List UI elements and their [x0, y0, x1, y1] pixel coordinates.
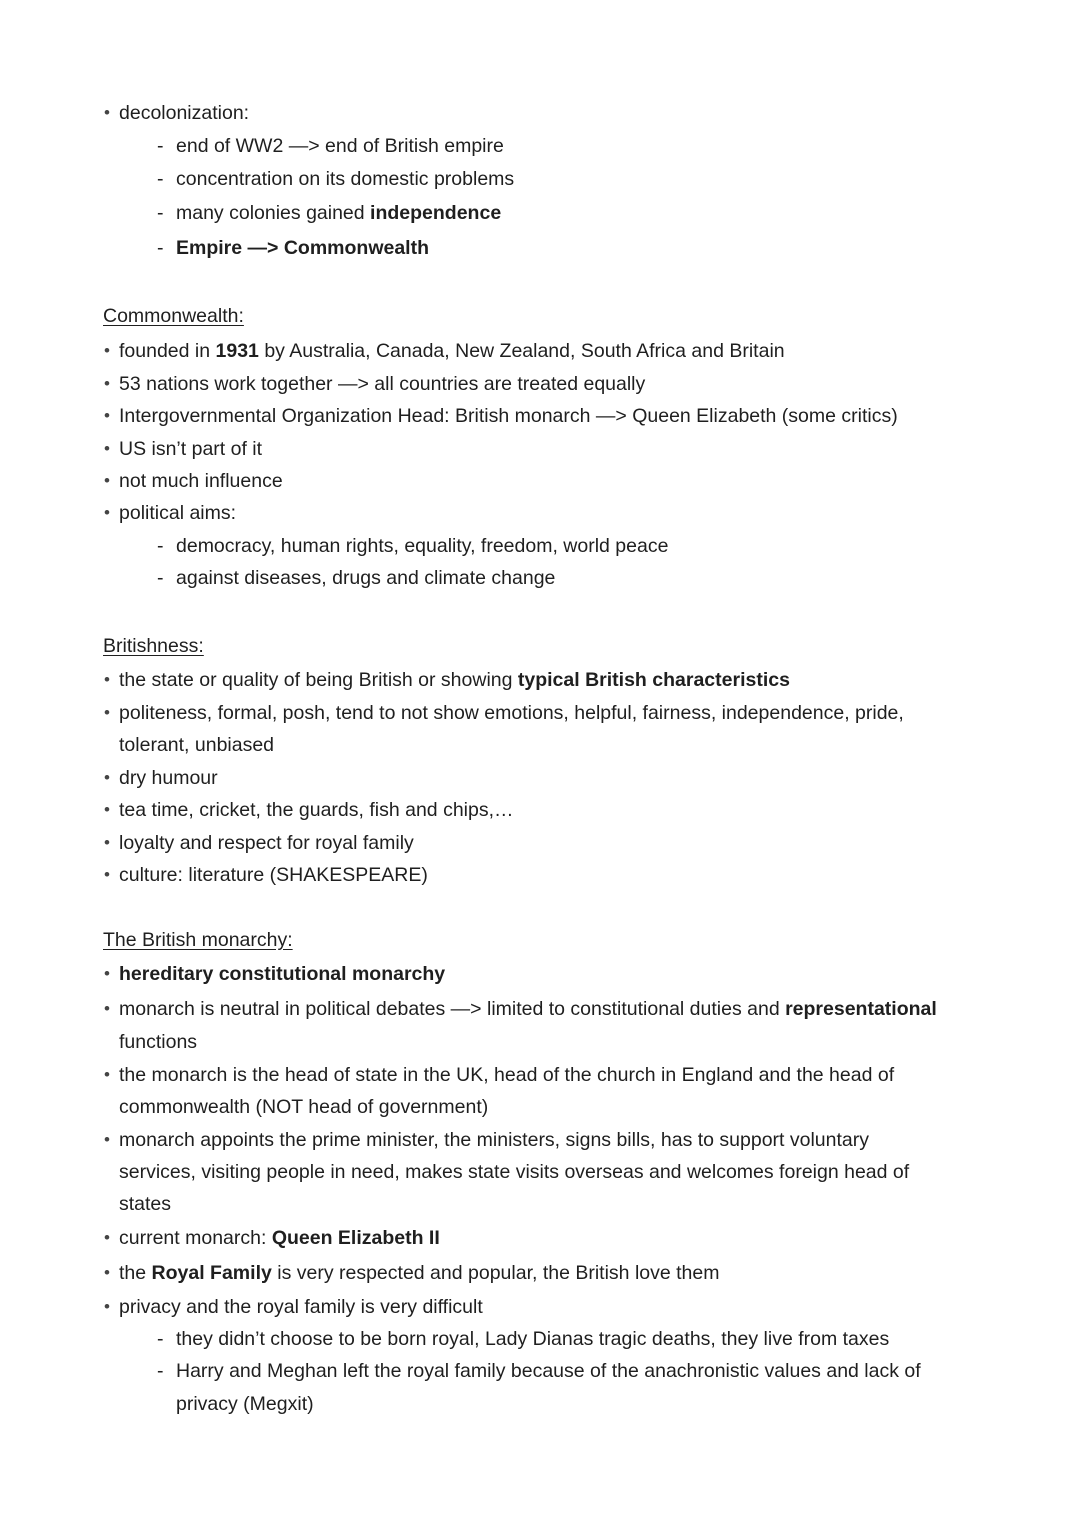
text-segment: the state or quality of being British or showing [119, 669, 518, 691]
commonwealth-bullet-3: • Intergovernmental Organization Head: British monarch —> Queen Elizabeth (some critics) [119, 404, 898, 428]
monarchy-bullet-2 [119, 997, 937, 1021]
britishness-bullet-1 [119, 668, 790, 692]
decolonization-label: • decolonization: [119, 101, 249, 125]
monarchy-sub-point-2: - Harry and Meghan left the royal family because of the anachronistic values and lack of [176, 1359, 921, 1383]
text-segment: current monarch: [119, 1227, 272, 1249]
monarchy-bullet-3-continued: commonwealth (NOT head of government) [119, 1096, 489, 1118]
text-segment: by Australia, Canada, New Zealand, South Africa and Britain [258, 340, 785, 362]
monarchy-sub-point-2-continued: privacy (Megxit) [176, 1393, 314, 1415]
monarchy-bullet-4-continued-1: services, visiting people in need, makes state visits overseas and welcomes foreign head of [119, 1161, 910, 1183]
monarchy-bullet-3: • the monarch is the head of state in the UK, head of the church in England and the head of [119, 1063, 894, 1087]
britishness-bullet-2: • politeness, formal, posh, tend to not show emotions, helpful, fairness, independence, pride, [119, 701, 904, 725]
commonwealth-bullet-4: • US isn’t part of it [119, 437, 262, 461]
text-segment: many colonies gained [176, 202, 371, 224]
bold-text: representational [785, 998, 937, 1020]
monarchy-bullet-2-continued: functions [119, 1031, 198, 1053]
monarchy-bullet-4-continued-2: states [119, 1193, 172, 1215]
monarchy-bullet-1 [119, 962, 445, 986]
text-segment: founded in [119, 340, 216, 362]
britishness-heading: Britishness: [103, 635, 204, 657]
britishness-bullet-5: • loyalty and respect for royal family [119, 831, 414, 855]
bold-text: Queen Elizabeth II [271, 1227, 440, 1249]
commonwealth-aim-1: - democracy, human rights, equality, freedom, world peace [176, 534, 668, 558]
bold-text: Empire —> Commonwealth [176, 237, 430, 259]
monarchy-bullet-6 [119, 1261, 719, 1285]
bold-text: hereditary constitutional monarchy [119, 963, 446, 985]
text-segment: monarch is neutral in political debates —> limited to constitutional duties and [119, 998, 786, 1020]
bold-text: 1931 [215, 340, 259, 362]
commonwealth-bullet-5: • not much influence [119, 469, 283, 493]
monarchy-bullet-4: • monarch appoints the prime minister, the ministers, signs bills, has to support voluntary [119, 1128, 869, 1152]
monarchy-bullet-7: • privacy and the royal family is very difficult [119, 1295, 483, 1319]
commonwealth-bullet-6: • political aims: [119, 501, 236, 525]
bold-text: independence [370, 202, 502, 224]
britishness-bullet-3: • dry humour [119, 766, 218, 790]
commonwealth-heading: Commonwealth: [103, 305, 244, 327]
text-segment: is very respected and popular, the British love them [271, 1262, 720, 1284]
bold-text: typical British characteristics [517, 669, 790, 691]
monarchy-sub-point-1: - they didn’t choose to be born royal, Lady Dianas tragic deaths, they live from taxes [176, 1327, 889, 1351]
commonwealth-bullet-2: • 53 nations work together —> all countries are treated equally [119, 372, 645, 396]
monarchy-bullet-5 [119, 1226, 440, 1250]
commonwealth-aim-2: - against diseases, drugs and climate change [176, 566, 555, 590]
bold-text: Royal Family [151, 1262, 272, 1284]
britishness-bullet-6: • culture: literature (SHAKESPEARE) [119, 863, 428, 887]
commonwealth-bullet-1 [119, 339, 785, 363]
decolonization-point-2: - concentration on its domestic problems [176, 167, 514, 191]
text-segment: the [119, 1262, 152, 1284]
decolonization-point-3 [176, 201, 501, 225]
decolonization-point-1: - end of WW2 —> end of British empire [176, 134, 504, 158]
britishness-bullet-4: • tea time, cricket, the guards, fish and chips,… [119, 798, 514, 822]
britishness-bullet-2-continued: tolerant, unbiased [119, 734, 275, 756]
decolonization-point-4 [176, 236, 429, 260]
monarchy-heading: The British monarchy: [103, 929, 293, 951]
